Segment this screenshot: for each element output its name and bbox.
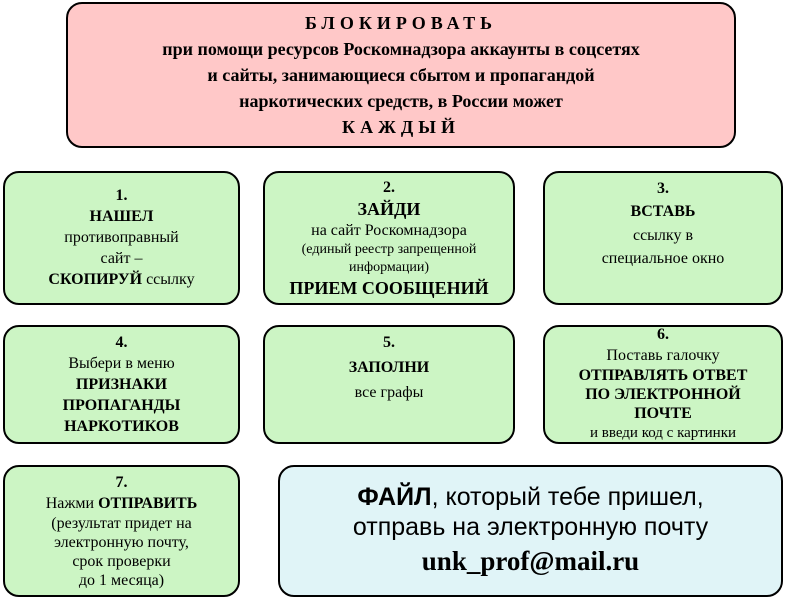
step-action: ВСТАВЬ [630, 203, 696, 220]
step-number: 4. [115, 333, 128, 351]
step-6-box [543, 325, 783, 444]
step-5-box [263, 325, 515, 444]
step-action: ПО ЭЛЕКТРОННОЙ [585, 386, 741, 403]
step-action: ПОЧТЕ [634, 405, 692, 422]
step-action: ЗАПОЛНИ [348, 359, 430, 376]
step-number: 7. [115, 473, 128, 491]
step-action: ЗАЙДИ [357, 198, 421, 219]
step-2-box [263, 171, 515, 305]
step-7-box [3, 465, 240, 597]
step-action: НАШЕЛ [89, 208, 154, 225]
step-text: все графы [354, 384, 424, 401]
file-line [357, 482, 703, 512]
step-text: сайт – [100, 250, 143, 267]
step-number: 1. [115, 187, 128, 204]
step-text: и введи код с картинки [589, 425, 737, 441]
step-text: (единый реестр запрещенной [301, 241, 477, 257]
step-text: Выбери в меню [68, 354, 175, 372]
step-text: Поставь галочку [606, 347, 720, 364]
file-text: , который тебе пришел, [431, 483, 704, 511]
step-text: (результат придет на [51, 514, 192, 532]
file-text: отправь на электронную почту [352, 513, 709, 541]
header-line: при помощи ресурсов Роскомнадзора аккаунты в соцсетях [162, 39, 640, 59]
step-text: до 1 месяца) [78, 571, 165, 589]
step-text: срок проверки [72, 552, 171, 570]
step-text: электронную почту, [54, 533, 189, 551]
file-emphasis: ФАЙЛ [357, 483, 432, 511]
step-text: противоправный [64, 229, 179, 246]
step-text: специальное окно [601, 250, 725, 267]
step-action: ПРИЗНАКИ [75, 375, 168, 393]
step-number: 6. [657, 326, 669, 343]
step-action: ОТПРАВИТЬ [98, 494, 198, 512]
step-text: информации) [349, 259, 429, 275]
step-text-line [46, 493, 198, 514]
step-text: ссылку [146, 271, 195, 288]
header-line: и сайты, занимающиеся сбытом и пропагандой [207, 65, 595, 85]
step-number: 5. [383, 334, 395, 351]
step-action: СКОПИРУЙ [48, 271, 143, 288]
header-title: БЛОКИРОВАТЬ [304, 13, 497, 33]
step-action: ПРОПАГАНДЫ [62, 396, 181, 414]
step-number: 3. [657, 180, 669, 197]
step-text-line [48, 269, 194, 290]
file-info-box [278, 465, 783, 597]
header-box [66, 2, 736, 148]
step-text: Нажми [45, 494, 95, 512]
step-text: ссылку в [632, 227, 694, 244]
step-action: ОТПРАВЛЯТЬ ОТВЕТ [578, 367, 748, 384]
step-3-box [543, 171, 783, 305]
step-action: НАРКОТИКОВ [64, 417, 179, 435]
email-address[interactable]: unk_prof@mail.ru [421, 546, 640, 576]
step-1-box [3, 171, 240, 305]
step-text: на сайт Роскомнадзора [311, 221, 467, 239]
step-4-box [3, 325, 240, 444]
step-action: ПРИЕМ СООБЩЕНИЙ [289, 277, 489, 298]
header-emphasis: КАЖДЫЙ [342, 117, 460, 137]
header-line: наркотических средств, в России может [239, 91, 563, 111]
step-number: 2. [383, 178, 395, 196]
